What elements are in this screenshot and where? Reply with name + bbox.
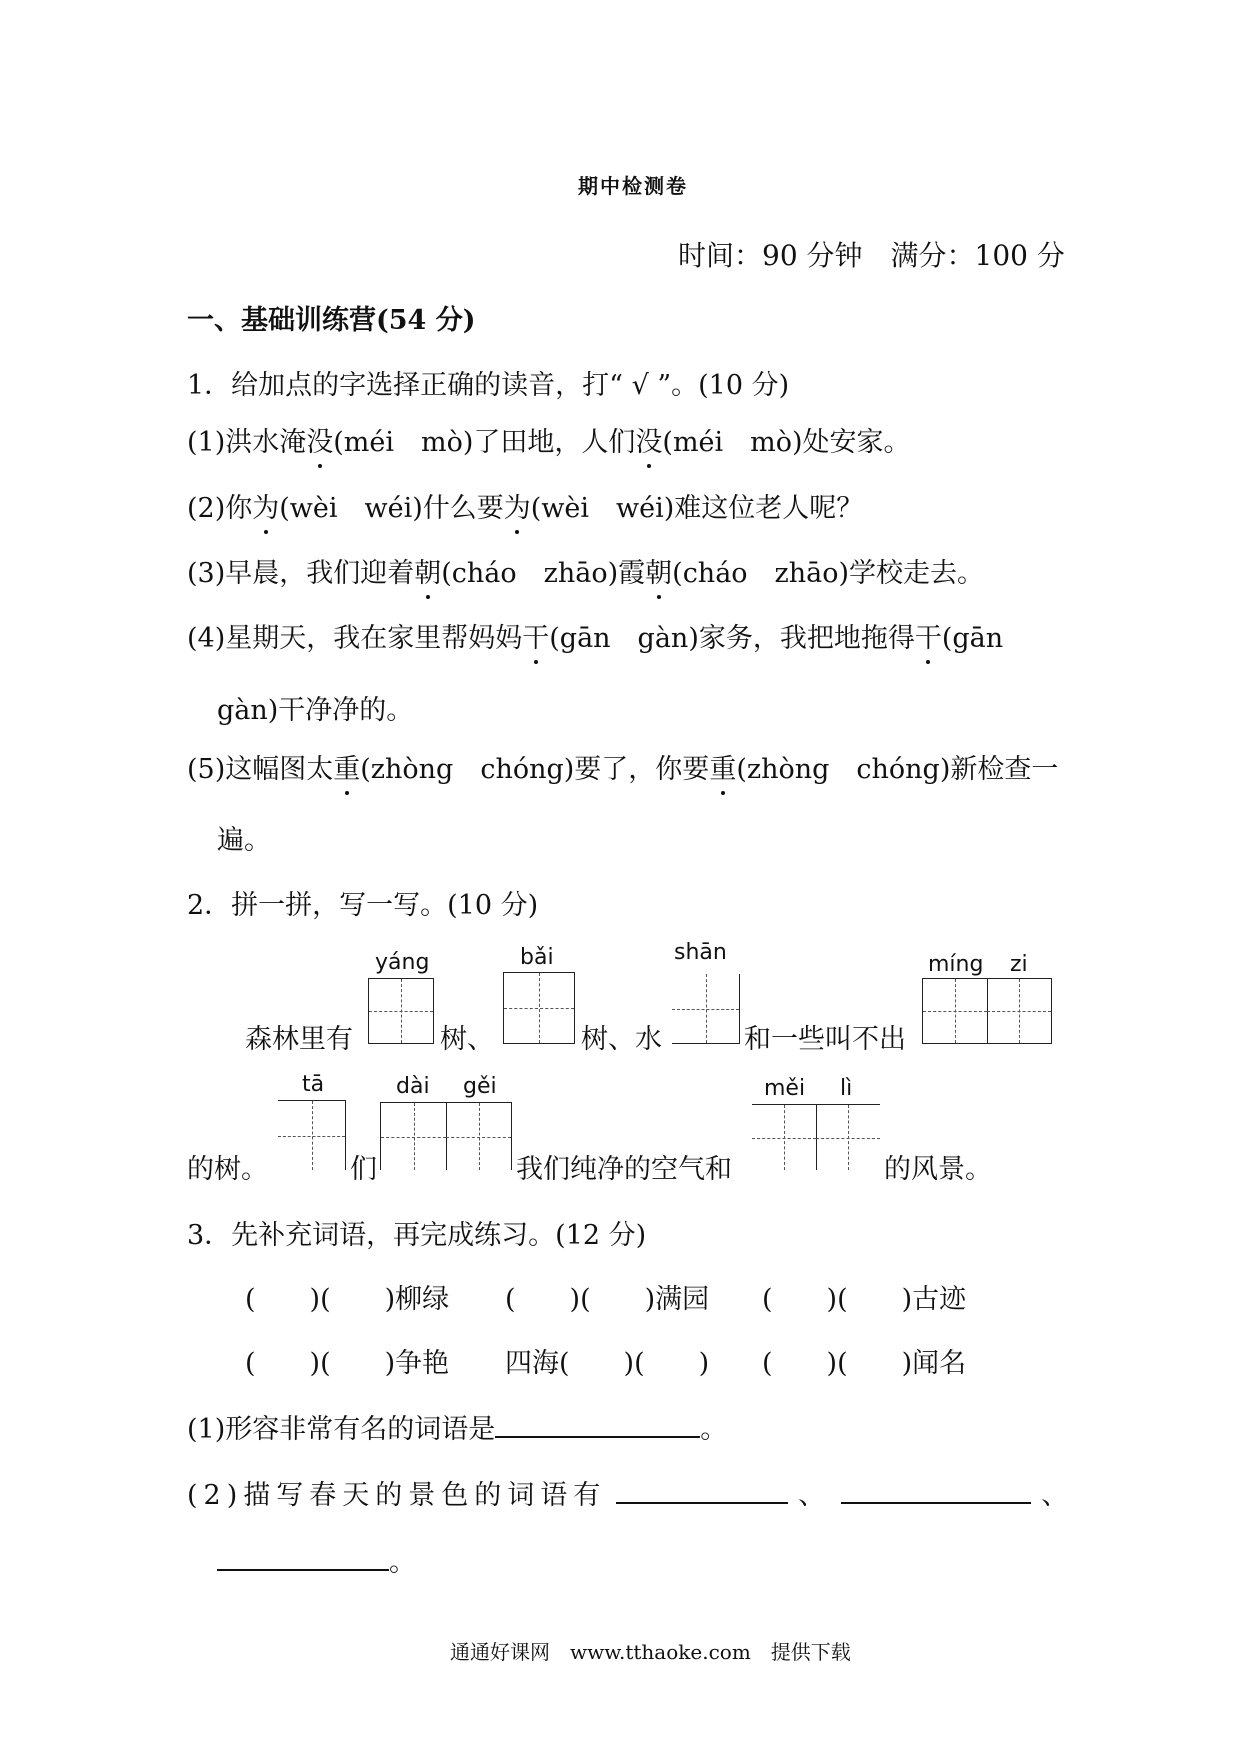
q1-sentence-2 [187, 486, 863, 525]
pinyin-label: lì [840, 1076, 853, 1101]
text: 。 [389, 1547, 416, 1578]
pinyin-label: gěi [463, 1074, 497, 1099]
q3-sub-2-cont [217, 1540, 416, 1579]
writing-cell [381, 1103, 446, 1170]
text: (méi mò)处安家。 [662, 427, 911, 458]
dotted-char: 没 [635, 420, 662, 459]
pinyin-label: měi [764, 1076, 806, 1101]
dotted-char: 朝 [414, 551, 441, 590]
text: (5)这幅图太 [187, 754, 334, 785]
idiom-blank: ( )( )柳绿 [245, 1284, 450, 1315]
text: (gān [941, 623, 1004, 654]
q2-text: 的风景。 [884, 1154, 992, 1185]
text: 。 [700, 1414, 728, 1445]
text: (méi mò)了田地，人们 [333, 427, 636, 458]
writing-cell [752, 1105, 816, 1170]
section-heading: 一、基础训练营(54 分) [187, 305, 476, 336]
answer-line[interactable] [841, 1478, 1031, 1504]
q2-text: 我们纯净的空气和 [516, 1154, 732, 1185]
writing-cell [816, 1105, 880, 1170]
text: (zhòng chóng)要了，你要 [360, 754, 710, 785]
footer-text: 通通好课网 www.tthaoke.com 提供下载 [450, 1640, 851, 1664]
pinyin-label: bǎi [520, 945, 554, 970]
pinyin-label: zi [1010, 952, 1028, 977]
q1-sentence-4-cont: gàn)干净净的。 [217, 695, 414, 726]
writing-cell [504, 973, 574, 1043]
text: (wèi wéi)什么要 [279, 493, 504, 524]
dotted-char: 重 [333, 747, 360, 786]
pinyin-label: tā [302, 1072, 325, 1097]
q1-sentence-1 [187, 420, 911, 459]
writing-cell [278, 1101, 345, 1170]
q2-text: 森林里有 [245, 1024, 353, 1055]
q1-sentence-5-cont: 遍。 [217, 825, 271, 856]
pinyin-label: yáng [375, 950, 430, 975]
text: (3)早晨，我们迎着 [187, 558, 415, 589]
text: 、 [1041, 1480, 1075, 1511]
pinyin-label: dài [396, 1074, 430, 1099]
text: (1)洪水淹 [187, 427, 307, 458]
answer-line[interactable] [495, 1412, 700, 1438]
writing-box[interactable] [922, 978, 1052, 1044]
text: 、 [798, 1480, 832, 1511]
question-2-prompt: 2．拼一拼，写一写。(10 分) [187, 890, 539, 921]
dotted-char: 为 [504, 486, 531, 525]
writing-box[interactable] [278, 1100, 346, 1170]
text: (1)形容非常有名的词语是 [187, 1414, 496, 1445]
q2-text: 和一些叫不出 [744, 1024, 906, 1055]
dotted-char: 干 [522, 616, 549, 655]
idiom-blank: ( )( )古迹 [762, 1284, 967, 1315]
q2-text: 的树。 [187, 1154, 268, 1185]
dotted-char: 重 [709, 747, 736, 786]
idiom-blank: 四海( )( ) [505, 1348, 710, 1379]
q1-sentence-5 [187, 747, 1058, 786]
writing-cell [369, 979, 433, 1043]
q2-text: 们 [350, 1154, 377, 1185]
writing-box[interactable] [672, 974, 740, 1044]
writing-cell [446, 1103, 511, 1170]
answer-line[interactable] [217, 1545, 389, 1571]
text: (wèi wéi)难这位老人呢？ [530, 493, 864, 524]
q1-sentence-4 [187, 616, 1003, 655]
text: (2)描写春天的景色的词语有 [187, 1480, 607, 1511]
idiom-blank: ( )( )闻名 [762, 1348, 967, 1379]
writing-cell [923, 979, 987, 1043]
writing-box[interactable] [503, 972, 575, 1044]
dotted-char: 没 [306, 420, 333, 459]
text: (2)你 [187, 493, 253, 524]
q3-sub-2 [187, 1473, 1074, 1512]
idiom-blank: ( )( )满园 [505, 1284, 710, 1315]
pinyin-label: shān [674, 940, 727, 965]
writing-cell [987, 979, 1051, 1043]
dotted-char: 干 [915, 616, 942, 655]
dotted-char: 朝 [645, 551, 672, 590]
q3-sub-1 [187, 1407, 727, 1446]
idiom-blank: ( )( )争艳 [245, 1348, 450, 1379]
writing-box[interactable] [380, 1102, 512, 1170]
text: (zhòng chóng)新检查一 [736, 754, 1059, 785]
answer-line[interactable] [616, 1478, 788, 1504]
writing-box[interactable] [752, 1104, 880, 1170]
text: (cháo zhāo)霞 [441, 558, 646, 589]
q2-text: 树、水 [581, 1024, 662, 1055]
page-title: 期中检测卷 [578, 176, 688, 198]
dotted-char: 为 [252, 486, 279, 525]
text: (cháo zhāo)学校走去。 [672, 558, 985, 589]
text: (gān gàn)家务，我把地拖得 [549, 623, 915, 654]
pinyin-label: míng [928, 952, 984, 977]
q2-text: 树、 [440, 1024, 494, 1055]
question-3-prompt: 3．先补充词语，再完成练习。(12 分) [187, 1220, 647, 1251]
text: (4)星期天，我在家里帮妈妈 [187, 623, 523, 654]
time-score-info: 时间：90 分钟 满分：100 分 [678, 239, 1065, 272]
writing-box[interactable] [368, 978, 434, 1044]
q1-sentence-3 [187, 551, 984, 590]
writing-cell [672, 974, 739, 1043]
question-1-prompt: 1．给加点的字选择正确的读音，打“ √ ”。(10 分) [187, 370, 790, 401]
